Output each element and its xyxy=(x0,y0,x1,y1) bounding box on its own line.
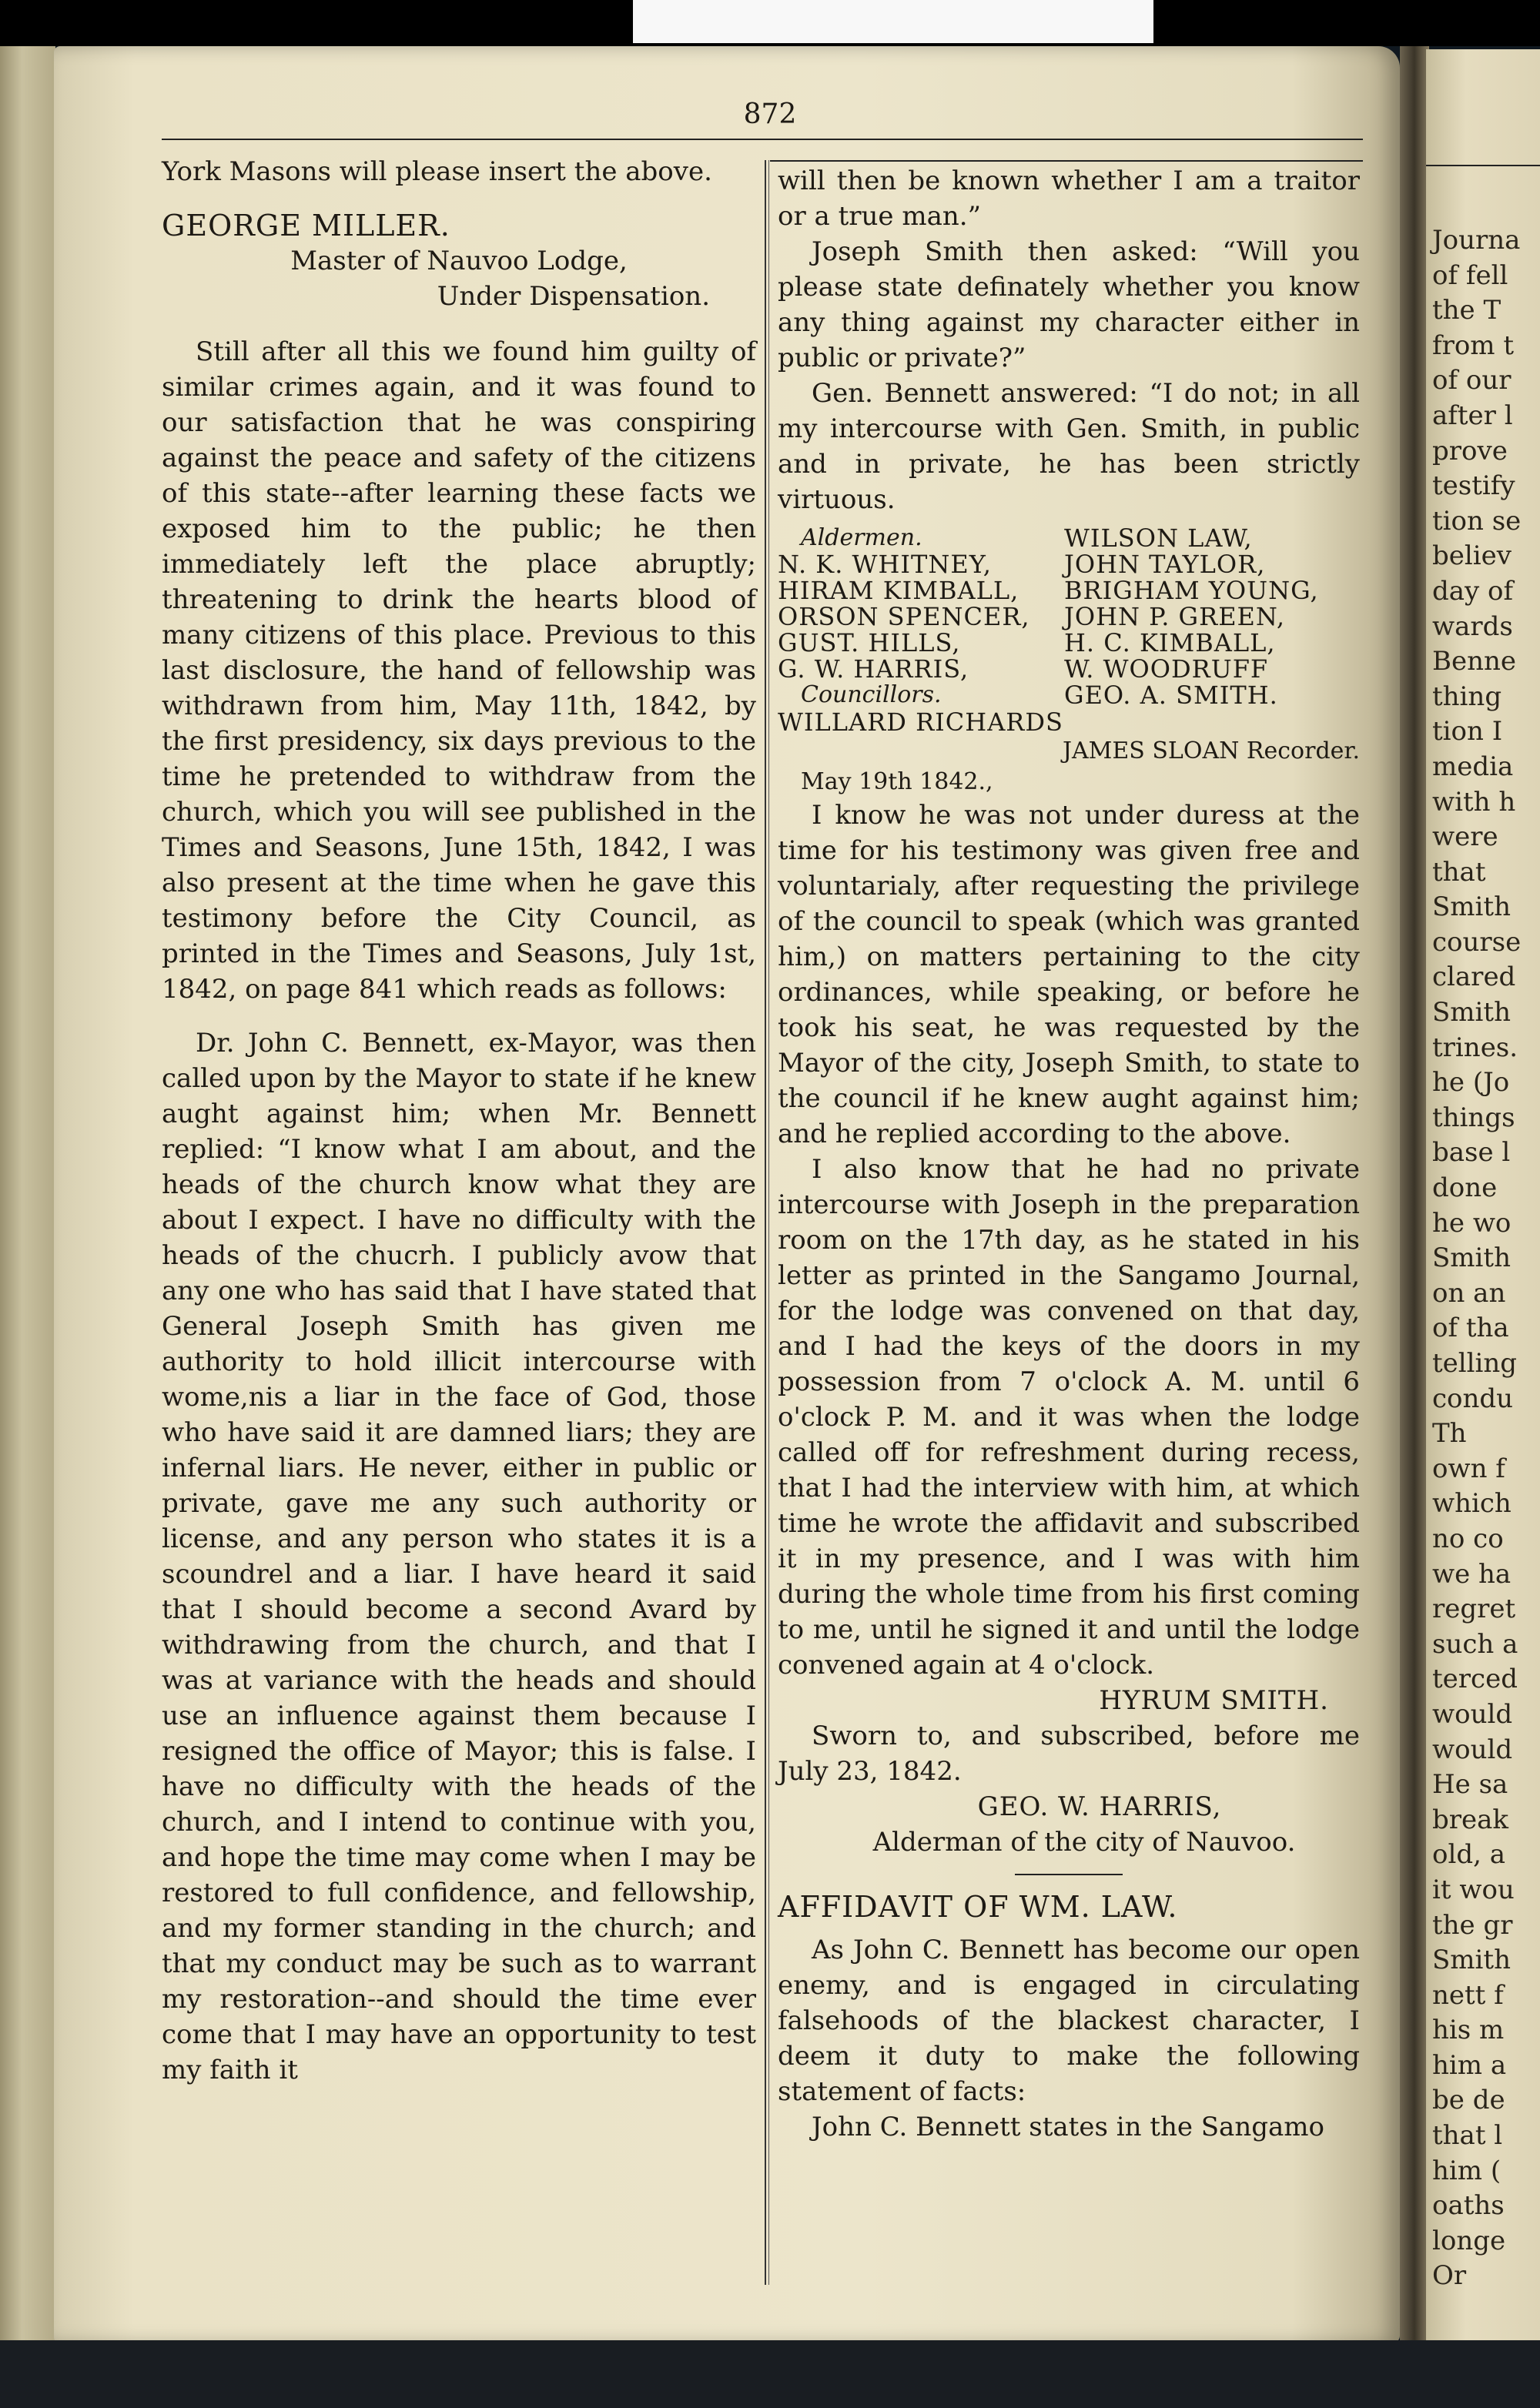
left-column xyxy=(162,154,756,2088)
section-heading: AFFIDAVIT OF WM. LAW. xyxy=(778,1890,1178,1924)
column-divider xyxy=(765,160,769,2285)
facing-page-line: terced xyxy=(1432,1664,1518,1695)
aldermen-label: Aldermen. xyxy=(801,524,922,551)
paragraph: Still after all this we found him guilty of similar crimes again, and it was found to our satisfaction that he was conspiring against the peace and safety of the citizens of this state--after learning these facts we exposed him to the public; he then immediately left the place abruptly; threatening to drink the hearts blood of many citizens of this place. Previous to this last disclosure, the hand of fellowship was withdrawn from him, May 11th, 1842, by the first presidency, six days previous to the time he pretended to withdraw from the church, which you will see published in the Times and Seasons, June 15th, 1842, I was also present at the time when he gave this testimony before the City Council, as printed in the Times and Seasons, July 1st, 1842, on page 841 which reads as follows: xyxy=(162,336,756,1005)
facing-page xyxy=(1426,49,1540,2343)
paragraph: Sworn to, and subscribed, before me July 23, 1842. xyxy=(778,1721,1360,1787)
facing-page-line: clared xyxy=(1432,962,1516,993)
facing-page-line: Smith xyxy=(1432,891,1511,923)
page-number: 872 xyxy=(743,99,797,130)
header-rule xyxy=(162,139,1363,140)
facing-page-line: telling xyxy=(1432,1348,1518,1379)
facing-page-line: Journa xyxy=(1432,225,1521,256)
facing-page-line: nett f xyxy=(1432,1979,1504,2011)
facing-page-line: done xyxy=(1432,1172,1498,1204)
facing-page-line: would xyxy=(1432,1734,1513,1765)
facing-page-line: he (Jo xyxy=(1432,1067,1510,1099)
signatory-name: WILLARD RICHARDS xyxy=(778,707,1063,737)
facing-page-line: He sa xyxy=(1432,1769,1508,1801)
facing-page-line: him ( xyxy=(1432,2155,1502,2186)
signatory-name: JOHN P. GREEN, xyxy=(1064,602,1286,631)
book-gutter xyxy=(1400,46,1429,2343)
book-edge xyxy=(0,46,55,2348)
facing-page-line: testify xyxy=(1432,470,1515,502)
signatory-name: BRIGHAM YOUNG, xyxy=(1064,576,1319,605)
facing-page-line: it wou xyxy=(1432,1874,1515,1905)
facing-page-rule xyxy=(1426,165,1540,166)
right-column xyxy=(778,163,1360,2145)
facing-page-line: Smith xyxy=(1432,1945,1511,1976)
facing-page-line: own f xyxy=(1432,1453,1505,1484)
header-rule-right xyxy=(770,160,1363,162)
facing-page-text xyxy=(1432,223,1521,2294)
paragraph: John C. Bennett states in the Sangamo xyxy=(812,2112,1324,2142)
facing-page-line: media xyxy=(1432,751,1514,782)
paragraph: Gen. Bennett answered: “I do not; in all my intercourse with Gen. Smith, in public and in private, he has been strictly virtuous. xyxy=(778,378,1360,515)
signature-title: Under Dispensation. xyxy=(437,281,710,312)
facing-page-line: Smith xyxy=(1432,997,1511,1028)
paragraph: Dr. John C. Bennett, ex-Mayor, was then called upon by the Mayor to state if he knew aught against him; when Mr. Bennett replied: “I know what I am about, and the heads of the church know what they are about I expect. I have no difficulty with the heads of the chucrh. I publicly avow that any one who has said that I have stated that General Joseph Smith has given me authority to hold illicit intercourse with wome,nis a liar in the face of God, those who have said it are damned liars; they are infernal liars. He never, either in public or private, gave me any such authority or license, and any person who states it is a scoundrel and a liar. I have heard it said that I should become a second Avard by withdrawing from the church, and that I was at variance with the heads and should use an influence against them because I resigned the office of Mayor; this is false. I have no difficulty with the heads of the church, and I intend to continue with you, and hope the time may come when I may be restored to full confidence, and fellowship, and my former standing in the church; and that my conduct may be such as to warrant my restoration--and should the time ever come that I may have an opportunity to test my faith it xyxy=(162,1028,756,2085)
facing-page-line: such a xyxy=(1432,1628,1518,1660)
facing-page-line: oaths xyxy=(1432,2190,1505,2222)
facing-page-line: from t xyxy=(1432,329,1515,361)
signatory-name: HIRAM KIMBALL, xyxy=(778,576,1019,605)
facing-page-line: base l xyxy=(1432,1137,1511,1169)
signature-name: GEORGE MILLER. xyxy=(162,209,450,242)
scan-label-tab xyxy=(633,0,1153,43)
facing-page-line: Or xyxy=(1432,2260,1467,2292)
facing-page-line: old, a xyxy=(1432,1839,1505,1871)
facing-page-line: of tha xyxy=(1432,1313,1509,1344)
signatory-name: ORSON SPENCER, xyxy=(778,602,1030,631)
facing-page-line: were xyxy=(1432,821,1498,853)
facing-page-line: of our xyxy=(1432,365,1512,396)
facing-page-line: his m xyxy=(1432,2015,1505,2046)
paragraph: I also know that he had no private intercourse with Joseph in the preparation room on the 17th day, as he stated in his letter as printed in the Sangamo Journal, for the lodge was convened on that day, and I had the keys of the doors in my possession from 7 o'clock A. M. until 6 o'clock P. M. and it was when the lodge called off for refreshment during recess, that I had the interview with him, at which time he wrote the affidavit and subscribed it in my presence, and I was with him during the whole time from his first coming to me, until he signed it and until the lodge convened again at 4 o'clock. xyxy=(778,1154,1360,1681)
facing-page-line: be de xyxy=(1432,2085,1505,2116)
signatory-name: JOHN TAYLOR, xyxy=(1064,550,1266,579)
facing-page-line: the T xyxy=(1432,295,1502,326)
facing-page-line: longe xyxy=(1432,2225,1506,2256)
facing-page-line: him a xyxy=(1432,2049,1507,2081)
facing-page-line: break xyxy=(1432,1804,1509,1835)
facing-page-line: condu xyxy=(1432,1383,1514,1414)
signatory-name: N. K. WHITNEY, xyxy=(778,550,992,579)
facing-page-line: trines. xyxy=(1432,1032,1518,1063)
facing-page-line: Th xyxy=(1432,1418,1467,1450)
facing-page-line: would xyxy=(1432,1698,1513,1730)
paragraph: As John C. Bennett has become our open enemy, and is engaged in circulating falsehoods of the blackest character, I deem it duty to make the following statement of facts: xyxy=(778,1935,1360,2107)
facing-page-line: we ha xyxy=(1432,1558,1512,1590)
facing-page-line: tion I xyxy=(1432,716,1503,747)
facing-page-line: of fell xyxy=(1432,259,1508,291)
signatory-name: GUST. HILLS, xyxy=(778,628,961,657)
facing-page-line: regret xyxy=(1432,1594,1516,1625)
signatory-name: GEO. A. SMITH. xyxy=(1064,681,1278,710)
councillors-label: Councillors. xyxy=(801,681,942,708)
signatory-name: G. W. HARRIS, xyxy=(778,654,969,684)
facing-page-line: thing xyxy=(1432,681,1502,712)
facing-page-line: tion se xyxy=(1432,505,1522,537)
facing-page-line: he wo xyxy=(1432,1207,1512,1239)
facing-page-line: things xyxy=(1432,1102,1515,1133)
paragraph: I know he was not under duress at the time for his testimony was given free and voluntarialy, after requesting the privilege of the council to speak (which was granted him,) on matters pertaining to the city ordinances, while speaking, or before he took his seat, he was requested by the Mayor of the city, Joseph Smith, to state to the council if he knew aught against him; and he replied according to the above. xyxy=(778,800,1360,1149)
facing-page-line: Benne xyxy=(1432,646,1517,677)
signatory-name: H. C. KIMBALL, xyxy=(1064,628,1276,657)
signature-title: Master of Nauvoo Lodge, xyxy=(290,246,628,276)
facing-page-line: after l xyxy=(1432,400,1513,431)
facing-page-line: prove xyxy=(1432,435,1508,467)
facing-page-line: with h xyxy=(1432,786,1516,818)
facing-page-line: wards xyxy=(1432,610,1513,642)
facing-page-line: course xyxy=(1432,926,1522,958)
scan-bottom-border xyxy=(0,2340,1540,2408)
signatory-name: W. WOODRUFF xyxy=(1064,654,1269,684)
facing-page-line: which xyxy=(1432,1488,1512,1520)
facing-page-line: that xyxy=(1432,856,1486,888)
section-divider xyxy=(1015,1874,1123,1875)
facing-page-line: on an xyxy=(1432,1277,1506,1309)
signature-name: HYRUM SMITH. xyxy=(1099,1685,1329,1716)
facing-page-line: Smith xyxy=(1432,1242,1511,1274)
paragraph: will then be known whether I am a traitor or a true man.” xyxy=(778,166,1360,232)
signatories-list xyxy=(778,525,1360,708)
facing-page-line: no co xyxy=(1432,1523,1504,1554)
facing-page-line: the gr xyxy=(1432,1909,1513,1941)
facing-page-line: day of xyxy=(1432,575,1514,607)
signature-title: Alderman of the city of Nauvoo. xyxy=(872,1827,1296,1858)
signatory-name: WILSON LAW, xyxy=(1064,523,1253,553)
facing-page-line: believ xyxy=(1432,540,1512,572)
recorder-line: JAMES SLOAN Recorder. xyxy=(1062,737,1360,764)
paragraph: York Masons will please insert the above. xyxy=(162,156,712,187)
date-line: May 19th 1842., xyxy=(801,768,993,795)
paragraph: Joseph Smith then asked: “Will you please state definately whether you know any thing against my character either in public or private?” xyxy=(778,236,1360,373)
facing-page-line: that l xyxy=(1432,2120,1503,2152)
signature-name: GEO. W. HARRIS, xyxy=(977,1791,1222,1822)
